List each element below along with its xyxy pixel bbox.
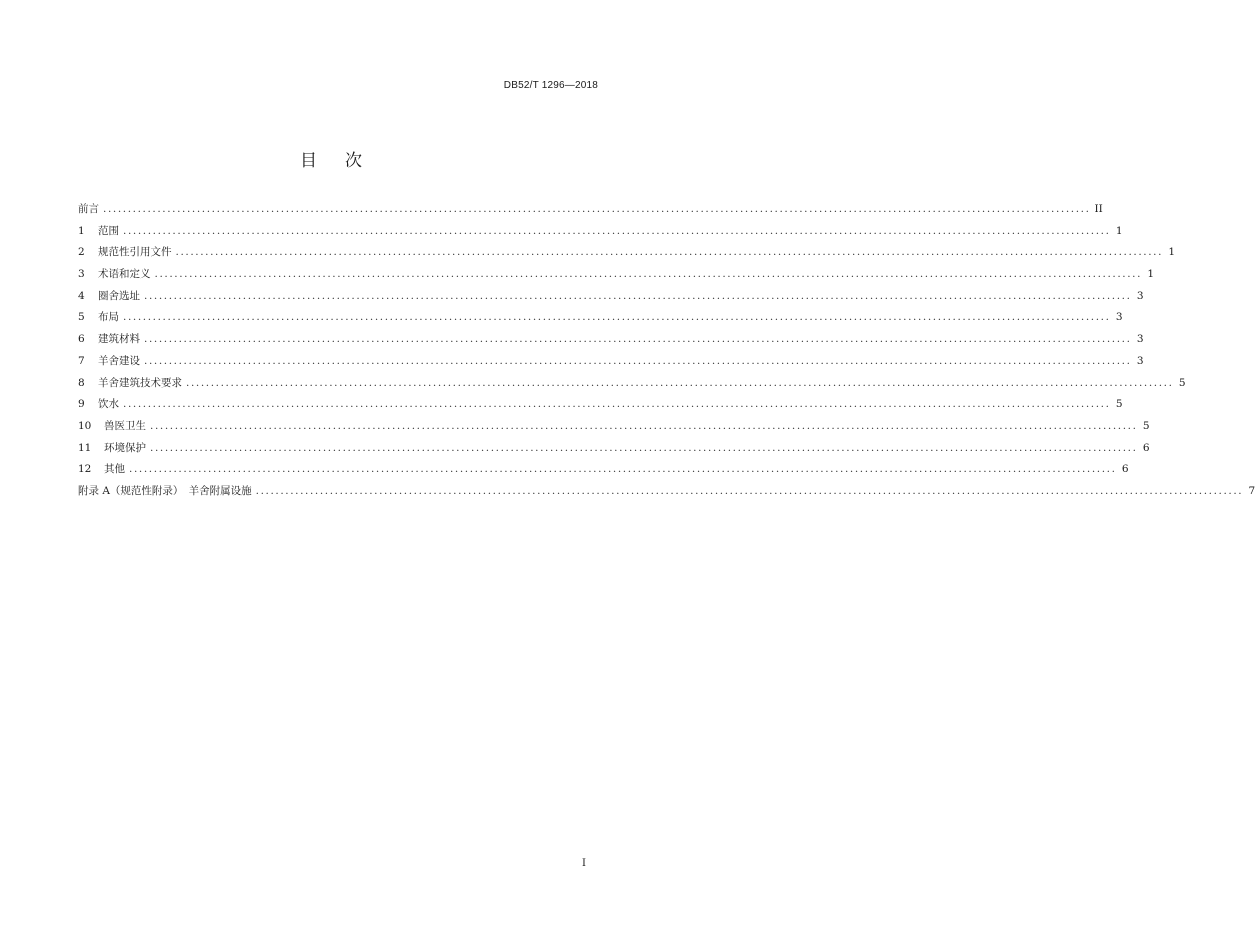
toc-entry-label: 环境保护 (104, 441, 146, 454)
toc-entry-label: 布局 (98, 311, 119, 324)
toc-leader-dots: ........................................................................................................................................................................................................ (129, 463, 1117, 476)
toc-entry-page: 3 (1115, 311, 1123, 324)
title-char-2: 次 (345, 151, 362, 171)
toc-entry-label: 术语和定义 (98, 268, 151, 281)
toc-entry-label: 其他 (104, 463, 125, 476)
toc-entry-page: 5 (1142, 419, 1150, 432)
toc-entry-number: 2 (78, 246, 85, 259)
toc-entry-page: 6 (1142, 441, 1150, 454)
toc-leader-dots: ........................................................................................................................................................................................................ (255, 484, 1244, 497)
toc-leader-dots: ........................................................................................................................................................................................................ (154, 268, 1143, 281)
toc-entry-label: 羊舍建设 (98, 354, 140, 367)
toc-leader-dots: ........................................................................................................................................................................................................ (144, 354, 1132, 367)
toc-entry-label: 兽医卫生 (104, 419, 146, 432)
toc-entry-page: 1 (1147, 268, 1155, 281)
toc-leader-dots: ........................................................................................................................................................................................................ (103, 203, 1091, 215)
toc-entry-page: 6 (1121, 463, 1129, 476)
toc-entry-label: 规范性引用文件 (98, 246, 172, 259)
toc-entry-4[interactable] (78, 286, 1144, 308)
toc-entry-1[interactable] (78, 221, 1123, 243)
table-of-contents (78, 199, 1255, 503)
toc-leader-dots: ........................................................................................................................................................................................................ (150, 441, 1138, 454)
toc-leader-dots: ........................................................................................................................................................................................................ (123, 311, 1111, 324)
toc-leader-dots: ........................................................................................................................................................................................................ (150, 419, 1138, 432)
toc-entry-8[interactable] (78, 373, 1186, 395)
toc-entry-label: 饮水 (98, 398, 119, 411)
toc-entry-foreword[interactable] (78, 199, 1103, 221)
toc-entry-3[interactable] (78, 264, 1155, 286)
toc-entry-label: 羊舍建筑技术要求 (98, 376, 182, 389)
toc-entry-number: 1 (78, 224, 85, 237)
toc-entry-5[interactable] (78, 307, 1123, 329)
toc-entry-page: 1 (1115, 224, 1123, 237)
toc-entry-page: 5 (1115, 398, 1123, 411)
toc-entry-page: II (1094, 203, 1103, 215)
toc-leader-dots: ........................................................................................................................................................................................................ (144, 333, 1132, 346)
toc-entry-10[interactable] (78, 416, 1150, 438)
toc-entry-7[interactable] (78, 351, 1144, 373)
toc-leader-dots: ........................................................................................................................................................................................................ (175, 246, 1164, 259)
toc-leader-dots: ........................................................................................................................................................................................................ (123, 398, 1111, 411)
toc-entry-12[interactable] (78, 459, 1129, 481)
toc-entry-number: 8 (78, 376, 85, 389)
toc-entry-label: 范围 (98, 224, 119, 237)
toc-entry-number: 11 (78, 441, 92, 454)
toc-entry-page: 1 (1168, 246, 1176, 259)
toc-entry-page: 3 (1136, 354, 1144, 367)
toc-entry-label: 圈舍选址 (98, 289, 140, 302)
toc-entry-6[interactable] (78, 329, 1144, 351)
document-code: DB52/T 1296—2018 (503, 80, 598, 91)
toc-leader-dots: ........................................................................................................................................................................................................ (144, 289, 1132, 302)
toc-entry-number: 9 (78, 398, 85, 411)
toc-entry-2[interactable] (78, 242, 1176, 264)
title-char-1: 目 (300, 151, 317, 171)
toc-entry-9[interactable] (78, 394, 1123, 416)
toc-entry-number: 12 (78, 463, 92, 476)
toc-entry-number: 10 (78, 419, 92, 432)
toc-entry-page: 3 (1136, 333, 1144, 346)
page-number: I (582, 858, 586, 869)
toc-leader-dots: ........................................................................................................................................................................................................ (123, 224, 1111, 237)
toc-entry-number: 6 (78, 333, 85, 346)
toc-entry-page: 3 (1136, 289, 1144, 302)
toc-entry-number: 5 (78, 311, 85, 324)
toc-entry-label: 附录 A（规范性附录） 羊舍附属设施 (78, 484, 252, 497)
toc-entry-number: 3 (78, 268, 85, 281)
toc-entry-label: 前言 (78, 203, 99, 215)
toc-entry-appendix-a[interactable] (78, 481, 1255, 503)
toc-leader-dots: ........................................................................................................................................................................................................ (186, 376, 1174, 389)
toc-entry-page: 7 (1248, 484, 1255, 497)
toc-entry-11[interactable] (78, 438, 1150, 460)
page-title (0, 146, 662, 171)
toc-entry-number: 7 (78, 354, 85, 367)
toc-entry-label: 建筑材料 (98, 333, 140, 346)
toc-entry-page: 5 (1178, 376, 1186, 389)
toc-entry-number: 4 (78, 289, 85, 302)
